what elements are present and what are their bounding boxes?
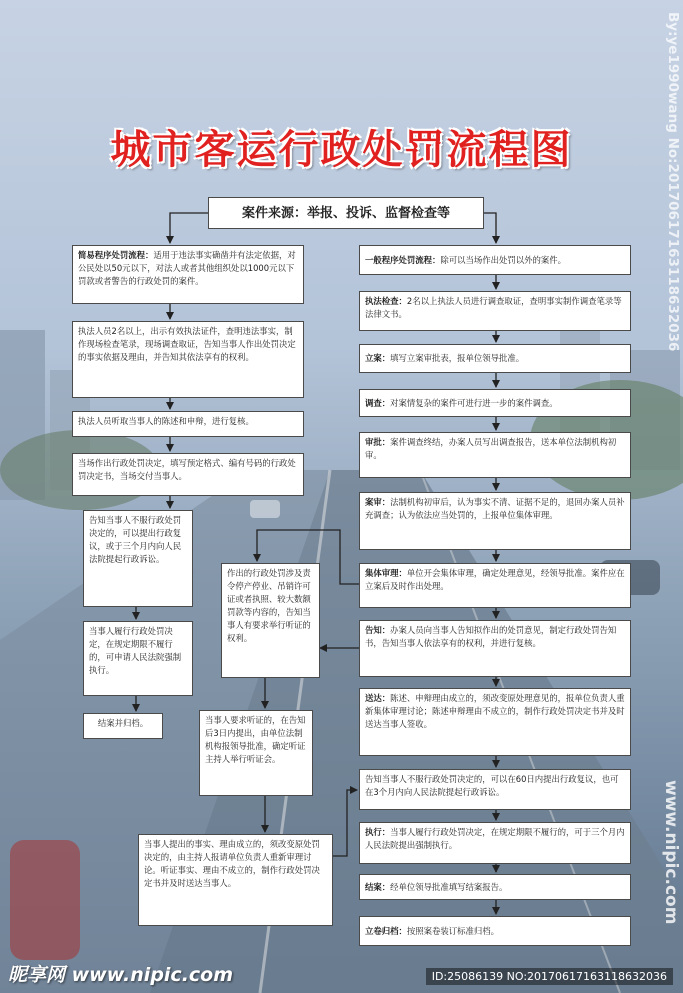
deliver-head: 送达： <box>365 693 391 703</box>
left-step-6-box: 结案并归档。 <box>83 713 163 739</box>
simple-procedure-box <box>72 245 304 304</box>
case-source-box: 案件来源：举报、投诉、监督检查等 <box>208 197 484 229</box>
approval-head: 审批： <box>365 437 391 447</box>
general-procedure-head: 一般程序处罚流程： <box>365 255 441 265</box>
connector <box>333 790 357 856</box>
general-procedure-text: 除可以当场作出处罚以外的案件。 <box>440 255 566 265</box>
simple-procedure-head: 简易程序处罚流程： <box>78 250 154 260</box>
site-logo-watermark: 昵享网 www.nipic.com <box>8 964 234 986</box>
close-case-head: 结案： <box>365 882 391 892</box>
archive-text: 按照案卷装订标准归档。 <box>406 926 499 936</box>
investigation-box <box>359 389 631 417</box>
execute-box <box>359 822 631 864</box>
hearing-request-box: 当事人要求听证的，在告知后3日内提出，由单位法制机构报领导批准，确定听证主持人举行听证会。 <box>199 710 313 796</box>
file-case-head: 立案： <box>365 353 391 363</box>
approval-text: 案件调查终结，办案人员写出调查报告，送本单位法制机构初审。 <box>365 437 617 460</box>
connector <box>170 213 208 243</box>
archive-head: 立卷归档： <box>365 926 407 936</box>
investigation-text: 对案情复杂的案件可进行进一步的案件调查。 <box>390 398 558 408</box>
deliver-text: 陈述、申辩理由成立的，须改变原处理意见的，报单位负责人重新集体审理讨论；陈述申辩理由不成立的，制作行政处罚决定书并及时送达当事人签收。 <box>365 693 625 729</box>
file-case-box <box>359 344 631 373</box>
execute-head: 执行： <box>365 827 391 837</box>
inspection-head: 执法检查： <box>365 296 407 306</box>
left-step-3-box: 当场作出行政处罚决定，填写预定格式、编有号码的行政处罚决定书，当场交付当事人。 <box>72 453 304 496</box>
left-step-2-box: 执法人员听取当事人的陈述和申辩，进行复核。 <box>72 411 304 437</box>
collective-review-text: 单位开会集体审理，确定处理意见，经领导批准。案件应在立案后及时作出处理。 <box>365 568 625 591</box>
case-review-box <box>359 492 631 550</box>
site-watermark: www.nipic.com <box>661 780 681 925</box>
file-case-text: 填写立案审批表，报单位领导批准。 <box>390 353 525 363</box>
simple-procedure-text: 适用于违法事实确凿并有法定依据，对公民处以50元以下，对法人或者其他组织处以1000元以下罚款或者警告的行政处罚的案件。 <box>78 250 296 286</box>
collective-review-head: 集体审理： <box>365 568 407 578</box>
approval-box <box>359 432 631 478</box>
author-watermark: By:ye1990wang No:20170617163118632036 <box>665 12 681 352</box>
close-case-box <box>359 874 631 900</box>
collective-review-box <box>359 563 631 608</box>
execute-text: 当事人履行行政处罚决定，在规定期限不履行的，可于三个月内人民法院提出强制执行。 <box>365 827 625 850</box>
deliver-box <box>359 688 631 756</box>
hearing-result-box: 当事人提出的事实、理由成立的，须改变原处罚决定的，由主持人报请单位负责人重新审理讨论。听证事实、理由不成立的，制作行政处罚决定书并及时送达当事人。 <box>138 834 333 926</box>
page-title: 城市客运行政处罚流程图 <box>110 127 573 173</box>
archive-box <box>359 916 631 946</box>
inspection-text: 2名以上执法人员进行调查取证，查明事实制作调查笔录等法律文书。 <box>365 296 622 319</box>
general-procedure-box <box>359 245 631 275</box>
case-review-head: 案审： <box>365 497 391 507</box>
notify-text: 办案人员向当事人告知拟作出的处罚意见，制定行政处罚告知书，告知当事人依法享有的权利，并进行复核。 <box>365 625 617 648</box>
left-step-5-box: 当事人履行行政处罚决定，在规定期限不履行的，可申请人民法院强制执行。 <box>83 621 193 696</box>
inspection-box <box>359 291 631 331</box>
investigation-head: 调查： <box>365 398 391 408</box>
left-step-1-box: 执法人员2名以上，出示有效执法证件，查明违法事实，制作现场检查笔录，现场调查取证，告知当事人作出处罚决定的事实依据及理由，并告知其依法享有的权利。 <box>72 321 304 398</box>
notify-box <box>359 620 631 677</box>
left-step-4-box: 告知当事人不服行政处罚决定的，可以提出行政复议，或于三个月内向人民法院提起行政诉讼。 <box>83 510 193 607</box>
notify-head: 告知： <box>365 625 391 635</box>
hearing-notice-box: 作出的行政处罚涉及责令停产停业、吊销许可证或者执照、较大数额罚款等内容的，告知当事人有要求举行听证的权利。 <box>221 563 320 678</box>
connector <box>484 213 496 243</box>
case-review-text: 法制机构初审后，认为事实不清、证据不足的，退回办案人员补充调查；认为依法应当处罚的，上报单位集体审理。 <box>365 497 625 520</box>
image-id-watermark: ID:25086139 NO:20170617163118632036 <box>426 968 673 985</box>
close-case-text: 经单位领导批准填写结案报告。 <box>390 882 508 892</box>
appeal-box: 告知当事人不服行政处罚决定的，可以在60日内提出行政复议，也可在3个月内向人民法院提起行政诉讼。 <box>359 769 631 810</box>
